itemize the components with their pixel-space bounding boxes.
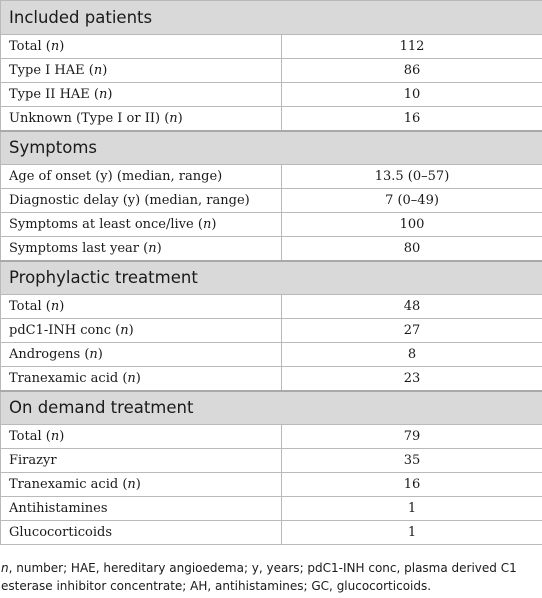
row-label-cell: [1, 189, 282, 213]
table-row: [1, 343, 542, 367]
table-row: [1, 189, 542, 213]
row-unit: (n): [45, 299, 65, 314]
section-header-row: [1, 1, 542, 35]
row-value: 100: [282, 213, 542, 237]
table-footnote: [1, 559, 541, 595]
row-label-cell: [1, 213, 282, 237]
row-unit: (n): [143, 240, 162, 256]
row-value: 1: [282, 521, 542, 545]
row-label-cell: [1, 319, 282, 343]
table-row: [1, 319, 542, 343]
row-value: 7 (0–49): [282, 189, 542, 213]
table-row: [1, 83, 542, 107]
row-value: 35: [282, 449, 542, 473]
row-value: 80: [282, 237, 542, 261]
row-value: 48: [282, 295, 542, 319]
footnote-text: , number; HAE, hereditary angioedema; y, years; pdC1-INH conc, plasma derived C1 esterase inhibitor concentrate; AH, antihistamines; GC, glucocorticoids.: [1, 561, 517, 593]
row-label-cell: [1, 521, 282, 545]
row-value: 10: [282, 83, 542, 107]
row-value: 13.5 (0–57): [282, 165, 542, 189]
row-label: Tranexamic acid: [9, 370, 119, 386]
row-label: pdC1-INH conc: [9, 323, 111, 338]
row-value: 86: [282, 59, 542, 83]
table-row: [1, 425, 542, 449]
section-header-row: [1, 131, 542, 165]
row-label: Androgens: [9, 347, 81, 362]
footnote-italic-lead: n: [1, 561, 9, 575]
row-label: Symptoms last year: [9, 240, 140, 256]
section-title: On demand treatment: [1, 391, 542, 425]
row-unit: (n): [93, 87, 113, 102]
section-header-row: [1, 261, 542, 295]
row-label: Age of onset (y) (median, range): [9, 169, 223, 184]
row-value: 1: [282, 497, 542, 521]
row-label-cell: [1, 343, 282, 367]
section-title: Symptoms: [1, 131, 542, 165]
row-value: 27: [282, 319, 542, 343]
table-row: [1, 165, 542, 189]
row-unit: (n): [197, 217, 217, 232]
row-label: Glucocorticoids: [9, 525, 112, 540]
row-label: Total: [9, 299, 42, 314]
row-label: Diagnostic delay (y) (median, range): [9, 193, 250, 208]
section-title: Included patients: [1, 1, 542, 35]
row-label: Type II HAE: [9, 87, 90, 102]
table-row: [1, 35, 542, 59]
row-unit: (n): [122, 370, 141, 386]
row-label-cell: [1, 83, 282, 107]
row-label-cell: [1, 35, 282, 59]
row-value: 23: [282, 367, 542, 391]
row-value: 8: [282, 343, 542, 367]
table-row: [1, 521, 542, 545]
row-label-cell: [1, 449, 282, 473]
row-label: Antihistamines: [9, 501, 108, 516]
table-row: [1, 473, 542, 497]
section-title: Prophylactic treatment: [1, 261, 542, 295]
row-label-cell: [1, 295, 282, 319]
row-label: Firazyr: [9, 453, 57, 468]
table-row: [1, 449, 542, 473]
row-label: Unknown (Type I or II): [9, 110, 161, 126]
row-label-cell: [1, 59, 282, 83]
row-label: Tranexamic acid: [9, 477, 119, 492]
row-label-cell: [1, 107, 282, 131]
table-row: [1, 213, 542, 237]
row-value: 79: [282, 425, 542, 449]
row-label: Total: [9, 39, 42, 54]
row-unit: (n): [45, 429, 65, 444]
row-value: 112: [282, 35, 542, 59]
row-value: 16: [282, 107, 542, 131]
row-unit: (n): [45, 39, 65, 54]
row-label: Total: [9, 429, 42, 444]
table-body: [1, 1, 542, 545]
row-label-cell: [1, 367, 282, 391]
table-row: [1, 59, 542, 83]
row-label-cell: [1, 473, 282, 497]
row-label-cell: [1, 425, 282, 449]
row-unit: (n): [88, 63, 108, 78]
row-label-cell: [1, 497, 282, 521]
row-label-cell: [1, 237, 282, 261]
table-row: [1, 237, 542, 261]
row-label: Type I HAE: [9, 63, 85, 78]
row-unit: (n): [164, 110, 183, 126]
row-unit: (n): [122, 477, 141, 492]
row-unit: (n): [84, 347, 103, 362]
table-row: [1, 497, 542, 521]
row-unit: (n): [115, 323, 134, 338]
table-row: [1, 295, 542, 319]
row-value: 16: [282, 473, 542, 497]
table-row: [1, 367, 542, 391]
row-label-cell: [1, 165, 282, 189]
row-label: Symptoms at least once/live: [9, 217, 194, 232]
section-header-row: [1, 391, 542, 425]
table-row: [1, 107, 542, 131]
